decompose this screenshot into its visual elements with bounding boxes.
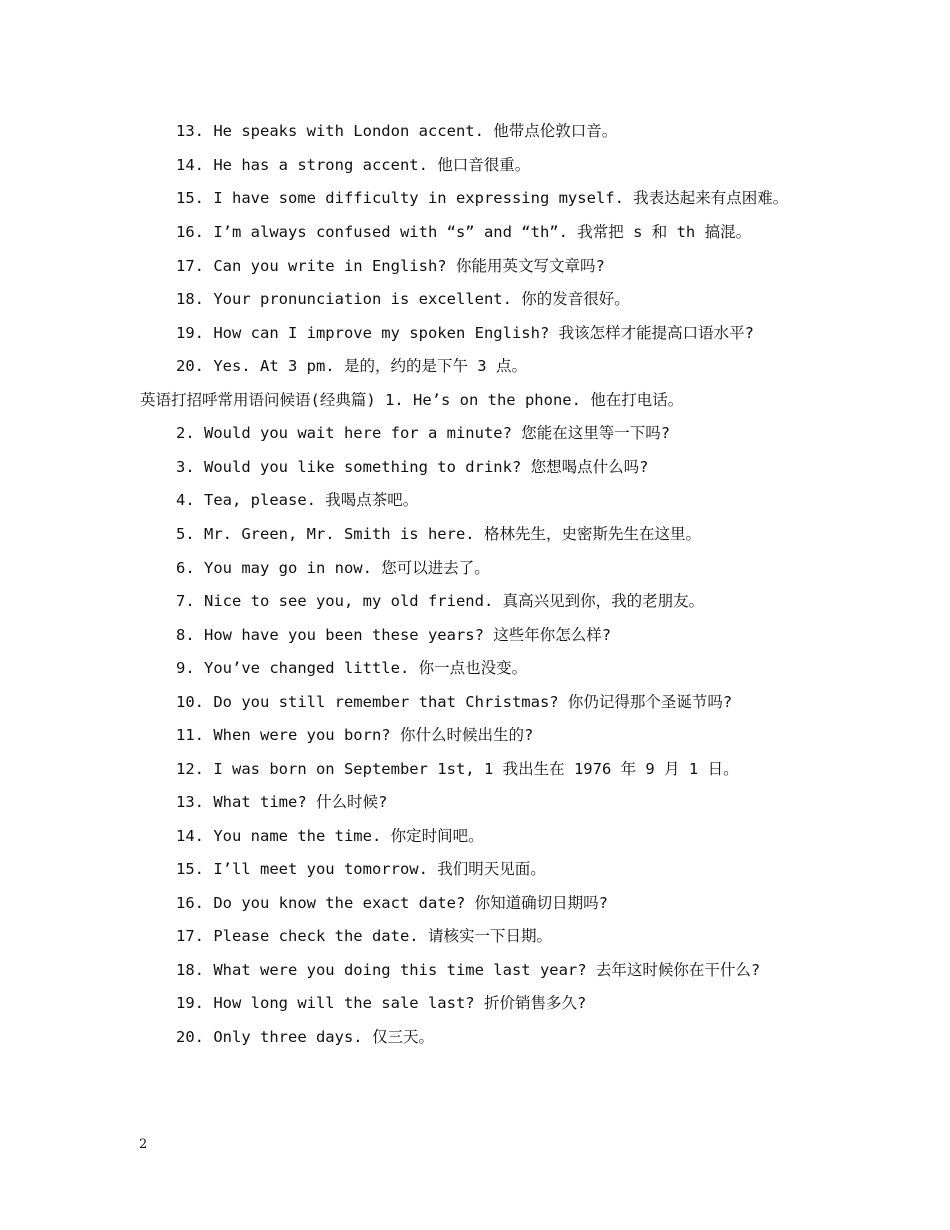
phrase-line: 18. What were you doing this time last year? 去年这时候你在干什么?: [176, 961, 761, 979]
phrase-line: 16. Do you know the exact date? 你知道确切日期吗?: [176, 894, 608, 912]
phrase-line: 4. Tea, please. 我喝点茶吧。: [176, 491, 419, 509]
phrase-line: 17. Please check the date. 请核实一下日期。: [176, 927, 552, 945]
phrase-line: 16. I’m always confused with “s” and “th”. 我常把 s 和 th 搞混。: [176, 223, 752, 241]
phrase-line: 20. Only three days. 仅三天。: [176, 1028, 434, 1046]
phrase-line: 11. When were you born? 你什么时候出生的?: [176, 726, 534, 744]
phrase-line: 6. You may go in now. 您可以进去了。: [176, 559, 490, 577]
page-number: 2: [139, 1137, 148, 1152]
phrase-line: 17. Can you write in English? 你能用英文写文章吗?: [176, 257, 605, 275]
phrase-line: 12. I was born on September 1st, 1 我出生在 1976 年 9 月 1 日。: [176, 760, 739, 778]
phrase-line: 13. He speaks with London accent. 他带点伦敦口音。: [176, 122, 618, 140]
phrase-line: 20. Yes. At 3 pm. 是的，约的是下午 3 点。: [176, 357, 527, 375]
phrase-line: 9. You’ve changed little. 你一点也没变。: [176, 659, 528, 677]
phrase-line: 15. I’ll meet you tomorrow. 我们明天见面。: [176, 860, 546, 878]
phrase-line: 3. Would you like something to drink? 您想喝点什么吗?: [176, 458, 649, 476]
phrase-line: 2. Would you wait here for a minute? 您能在这里等一下吗?: [176, 424, 671, 442]
phrase-line: 18. Your pronunciation is excellent. 你的发音很好。: [176, 290, 630, 308]
phrase-line: 19. How long will the sale last? 折价销售多久?: [176, 994, 587, 1012]
phrase-line: 10. Do you still remember that Christmas? 你仍记得那个圣诞节吗?: [176, 693, 733, 711]
phrase-line: 19. How can I improve my spoken English? 我该怎样才能提高口语水平?: [176, 324, 754, 342]
phrase-line: 14. You name the time. 你定时间吧。: [176, 827, 484, 845]
phrase-line: 14. He has a strong accent. 他口音很重。: [176, 156, 531, 174]
phrase-line: 5. Mr. Green, Mr. Smith is here. 格林先生，史密斯先生在这里。: [176, 525, 701, 543]
phrase-line: 13. What time? 什么时候?: [176, 793, 388, 811]
section-heading-line: 英语打招呼常用语问候语(经典篇) 1. He’s on the phone. 他在打电话。: [140, 391, 684, 409]
phrase-line: 7. Nice to see you, my old friend. 真高兴见到你，我的老朋友。: [176, 592, 705, 610]
phrase-line: 8. How have you been these years? 这些年你怎么样?: [176, 626, 612, 644]
phrase-line: 15. I have some difficulty in expressing myself. 我表达起来有点困难。: [176, 189, 789, 207]
